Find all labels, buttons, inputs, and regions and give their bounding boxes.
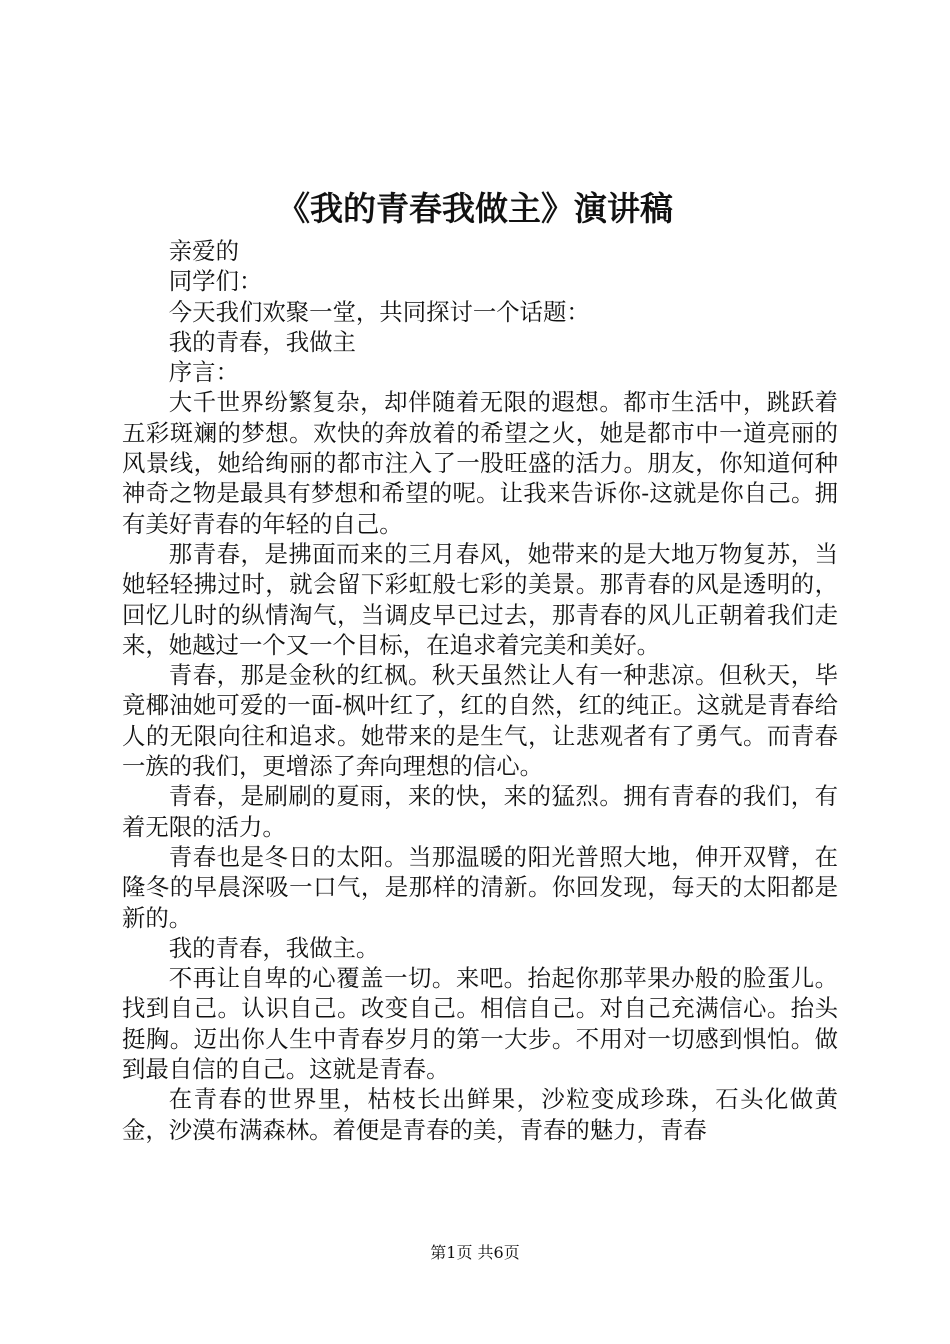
page-number-footer: 第1页 共6页 — [430, 1243, 520, 1262]
topic-line: 我的青春，我做主 — [168, 327, 356, 356]
intro-line: 今天我们欢聚一堂，共同探讨一个话题： — [168, 297, 590, 326]
paragraph: 大千世界纷繁复杂，却伴随着无限的遐想。都市生活中，跳跃着五彩斑斓的梦想。欢快的奔放着的希望之火，她是都市中一道亮丽的风景线，她给绚丽的都市注入了一股旺盛的活力。朋友，你知道何种神奇之物是最具有梦想和希望的呢。让我来告诉你-这就是你自己。拥有美好青春的年轻的自己。 — [122, 388, 838, 538]
paragraph: 青春也是冬日的太阳。当那温暖的阳光普照大地，伸开双臂，在隆冬的早晨深吸一口气，是那样的清新。你回发现，每天的太阳都是新的。 — [122, 842, 838, 932]
paragraph: 我的青春，我做主。 — [168, 933, 380, 962]
paragraph: 不再让自卑的心覆盖一切。来吧。抬起你那苹果办般的脸蛋儿。找到自己。认识自己。改变自己。相信自己。对自己充满信心。抬头挺胸。迈出你人生中青春岁月的第一大步。不用对一切感到惧怕。做到最自信的自己。这就是青春。 — [122, 964, 838, 1084]
document-title: 《我的青春我做主》演讲稿 — [277, 189, 673, 228]
paragraph: 青春，那是金秋的红枫。秋天虽然让人有一种悲凉。但秋天，毕竟椰油她可爱的一面-枫叶红了，红的自然，红的纯正。这就是青春给人的无限向往和追求。她带来的是生气，让悲观者有了勇气。而青春一族的我们，更增添了奔向理想的信心。 — [122, 661, 838, 781]
paragraph: 青春，是刷刷的夏雨，来的快，来的猛烈。拥有青春的我们，有着无限的活力。 — [122, 782, 838, 841]
salutation-line-1: 亲爱的 — [168, 237, 239, 265]
document-body — [122, 236, 838, 1145]
paragraph: 在青春的世界里，枯枝长出鲜果，沙粒变成珍珠，石头化做黄金，沙漠布满森林。着便是青春的美，青春的魅力，青春 — [122, 1085, 838, 1144]
salutation-line-2: 同学们： — [168, 267, 263, 296]
paragraph: 那青春，是拂面而来的三月春风，她带来的是大地万物复苏，当她轻轻拂过时，就会留下彩虹般七彩的美景。那青春的风是透明的，回忆儿时的纵情淘气，当调皮早已过去，那青春的风儿正朝着我们走来，她越过一个又一个目标，在追求着完美和美好。 — [122, 539, 838, 659]
preface-heading: 序言： — [168, 358, 239, 387]
